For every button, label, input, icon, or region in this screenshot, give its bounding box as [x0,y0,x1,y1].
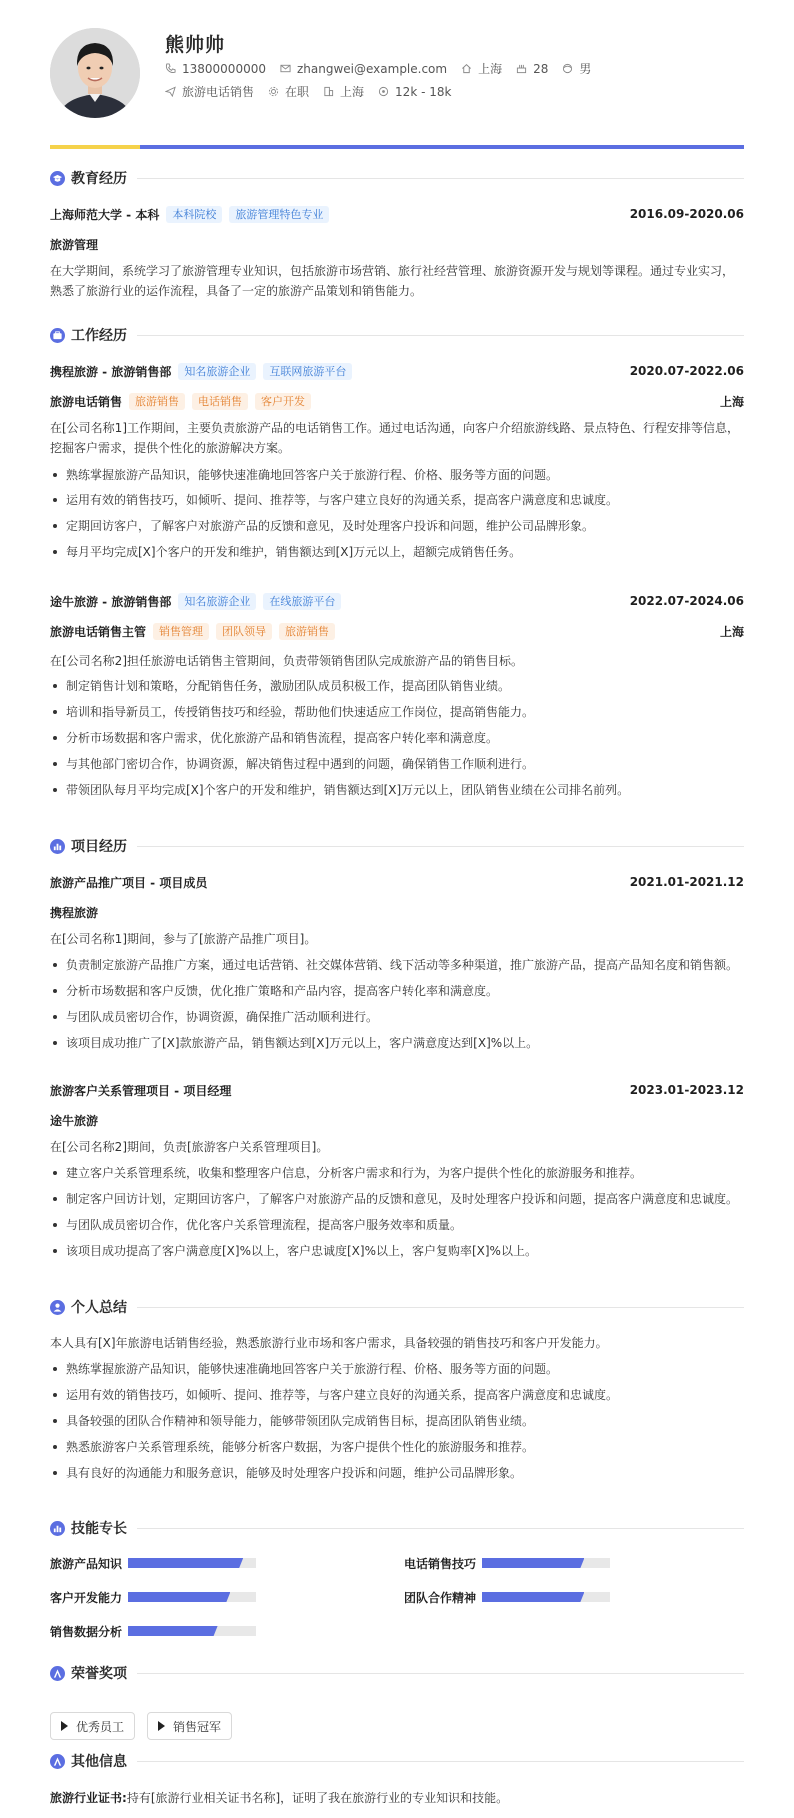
project-org-row [50,903,744,921]
company-tag: 互联网旅游平台 [263,363,352,380]
job-intent-row [165,83,465,100]
list-item: 具有良好的沟通能力和服务意识，能够及时处理客户投诉和问题，维护公司品牌形象。 [50,1464,744,1482]
work-header [50,592,744,610]
work-date: 2020.07-2022.06 [629,364,744,378]
skill-bar [128,1592,256,1602]
user-icon [52,1302,63,1313]
list-item: 该项目成功提高了客户满意度[X]%以上，客户忠诚度[X]%以上，客户复购率[X]%以上。 [50,1242,744,1260]
list-item: 分析市场数据和客户反馈，优化推广策略和产品内容，提高客户转化率和满意度。 [50,982,744,1000]
skill-level-fill [128,1558,243,1568]
section-projects [50,835,744,857]
role-tag: 旅游销售 [279,623,335,640]
section-title: 项目经历 [71,839,127,855]
skill-name: 团队合作精神 [404,1590,477,1605]
contact-row [165,60,605,77]
other-label: 旅游行业证书: [50,1791,127,1805]
project-date: 2021.01-2021.12 [629,875,744,889]
gender-icon [562,63,573,74]
education-header [50,205,744,223]
list-item: 运用有效的销售技巧，如倾听、提问、推荐等，与客户建立良好的沟通关系，提高客户满意度和忠诚度。 [50,491,744,509]
skill-level-fill [482,1558,584,1568]
city-text: 上海 [478,62,503,76]
company-tag: 知名旅游企业 [178,363,256,380]
project-description: 在[公司名称1]期间，参与了[旅游产品推广项目]。 [50,932,317,946]
avatar [50,28,140,118]
company-tag: 知名旅游企业 [178,593,256,610]
salary-text: 12k - 18k [395,84,452,99]
project-date: 2023.01-2023.12 [629,1083,744,1097]
skill-name: 旅游产品知识 [50,1556,123,1571]
list-item: 与其他部门密切合作，协调资源，解决销售过程中遇到的问题，确保销售工作顺利进行。 [50,755,744,773]
major-row [50,235,744,253]
list-item: 带领团队每月平均完成[X]个客户的开发和维护，销售额达到[X]万元以上，团队销售业绩在公司排名前列。 [50,781,744,799]
work-description: 在[公司名称1]工作期间，主要负责旅游产品的电话销售工作。通过电话沟通，向客户介绍旅游线路、景点特色、行程安排等信息，挖掘客户需求，提供个性化的旅游解决方案。 [50,421,740,455]
list-item: 制定销售计划和策略，分配销售任务，激励团队成员积极工作，提高团队销售业绩。 [50,677,744,695]
skill-item [50,1588,256,1606]
section-other [50,1750,744,1772]
list-item: 建立客户关系管理系统，收集和整理客户信息，分析客户需求和行为，为客户提供个性化的旅游服务和推荐。 [50,1164,744,1182]
project-header [50,873,744,891]
phone-icon [165,63,176,74]
major-name: 旅游管理 [50,237,99,252]
project-name: 旅游客户关系管理项目 - 项目经理 [50,1083,232,1098]
award-name: 优秀员工 [76,1719,125,1734]
list-item: 熟练掌握旅游产品知识，能够快速准确地回答客户关于旅游行程、价格、服务等方面的问题。 [50,466,744,484]
skill-item [404,1554,610,1572]
work-location: 上海 [719,624,744,639]
gear-icon [268,86,279,97]
graduation-cap-icon [52,173,63,184]
section-skills [50,1517,744,1539]
company-name: 途牛旅游 - 旅游销售部 [50,594,172,609]
skill-item [50,1554,256,1572]
company-name: 携程旅游 - 旅游销售部 [50,364,172,379]
play-icon [158,1721,165,1731]
company-tag: 在线旅游平台 [263,593,341,610]
section-summary [50,1296,744,1318]
list-item: 制定客户回访计划，定期回访客户，了解客户对旅游产品的反馈和意见，及时处理客户投诉和问题，提高客户满意度和忠诚度。 [50,1190,744,1208]
salary-icon [378,86,389,97]
list-item: 每月平均完成[X]个客户的开发和维护，销售额达到[X]万元以上，超额完成销售任务。 [50,543,744,561]
project-org: 途牛旅游 [50,1113,99,1128]
skill-level-fill [128,1626,218,1636]
section-title: 技能专长 [71,1521,127,1537]
skill-name: 销售数据分析 [50,1624,123,1639]
phone-text: 13800000000 [182,61,266,76]
play-icon [61,1721,68,1731]
chart-icon [52,841,63,852]
skill-level-fill [128,1592,230,1602]
project-org: 携程旅游 [50,905,99,920]
age-text: 28 [533,61,549,76]
section-awards [50,1662,744,1684]
section-title: 其他信息 [71,1754,127,1770]
list-item: 与团队成员密切合作，协调资源，确保推广活动顺利进行。 [50,1008,744,1026]
project-name: 旅游产品推广项目 - 项目成员 [50,875,208,890]
section-title: 荣誉奖项 [71,1666,127,1682]
project-header [50,1081,744,1099]
bar-chart-icon [52,1523,63,1534]
target-city-text: 上海 [340,85,365,99]
award-icon [52,1668,63,1679]
skill-item [50,1622,256,1640]
cake-icon [516,63,527,74]
briefcase-icon [52,330,63,341]
status-text: 在职 [285,85,310,99]
list-item: 该项目成功推广了[X]款旅游产品，销售额达到[X]万元以上，客户满意度达到[X]%以上。 [50,1034,744,1052]
project-description: 在[公司名称2]期间，负责[旅游客户关系管理项目]。 [50,1140,329,1154]
list-item: 培训和指导新员工，传授销售技巧和经验，帮助他们快速适应工作岗位，提高销售能力。 [50,703,744,721]
skill-bar [482,1558,610,1568]
section-education [50,167,744,189]
section-title: 教育经历 [71,171,127,187]
target-job-text: 旅游电话销售 [182,85,255,99]
info-icon [52,1756,63,1767]
skill-bar [128,1626,256,1636]
school-name: 上海师范大学 - 本科 [50,207,160,222]
role-row [50,622,744,640]
work-location: 上海 [719,394,744,409]
list-item: 定期回访客户，了解客户对旅游产品的反馈和意见，及时处理客户投诉和问题，维护公司品牌形象。 [50,517,744,535]
work-description: 在[公司名称2]担任旅游电话销售主管期间，负责带领销售团队完成旅游产品的销售目标。 [50,654,524,668]
send-icon [165,86,176,97]
award-badge [147,1712,232,1740]
resume-header [50,28,744,126]
award-name: 销售冠军 [173,1719,222,1734]
skill-item [404,1588,610,1606]
list-item: 运用有效的销售技巧，如倾听、提问、推荐等，与客户建立良好的沟通关系，提高客户满意度和忠诚度。 [50,1386,744,1404]
list-item: 具备较强的团队合作精神和领导能力，能够带领团队完成销售目标，提高团队销售业绩。 [50,1412,744,1430]
skill-bar [128,1558,256,1568]
role-row [50,392,744,410]
skill-name: 电话销售技巧 [404,1556,477,1571]
list-item: 熟悉旅游客户关系管理系统，能够分析客户数据，为客户提供个性化的旅游服务和推荐。 [50,1438,744,1456]
list-item: 负责制定旅游产品推广方案，通过电话营销、社交媒体营销、线下活动等多种渠道，推广旅游产品，提高产品知名度和销售额。 [50,956,744,974]
role-name: 旅游电话销售 [50,394,123,409]
project-org-row [50,1111,744,1129]
list-item: 熟练掌握旅游产品知识，能够快速准确地回答客户关于旅游行程、价格、服务等方面的问题。 [50,1360,744,1378]
education-date: 2016.09-2020.06 [629,207,744,221]
role-tag: 销售管理 [153,623,209,640]
list-item: 分析市场数据和客户需求，优化旅游产品和销售流程，提高客户转化率和满意度。 [50,729,744,747]
email-text: zhangwei@example.com [296,61,448,76]
summary-intro: 本人具有[X]年旅游电话销售经验，熟悉旅游行业市场和客户需求，具备较强的销售技巧和客户开发能力。 [50,1336,608,1350]
school-tag: 旅游管理特色专业 [229,206,329,223]
role-tag: 团队领导 [216,623,272,640]
work-header [50,362,744,380]
education-description: 在大学期间，系统学习了旅游管理专业知识，包括旅游市场营销、旅行社经营管理、旅游资源开发与规划等课程。通过专业实习，熟悉了旅游行业的运作流程，具备了一定的旅游产品策划和销售能力。 [50,264,735,298]
section-title: 工作经历 [71,328,127,344]
skill-name: 客户开发能力 [50,1590,123,1605]
other-info [50,1788,744,1808]
role-tag: 旅游销售 [129,393,185,410]
home-icon [461,63,472,74]
gender-text: 男 [579,62,592,76]
award-badge [50,1712,135,1740]
list-item: 与团队成员密切合作，优化客户关系管理流程，提高客户服务效率和质量。 [50,1216,744,1234]
other-text: 持有[旅游行业相关证书名称]，证明了我在旅游行业的专业知识和技能。 [126,1791,509,1805]
skill-level-fill [482,1592,584,1602]
header-divider [50,145,744,149]
role-tag: 客户开发 [255,393,311,410]
role-tag: 电话销售 [192,393,248,410]
section-title: 个人总结 [71,1300,127,1316]
skill-bar [482,1592,610,1602]
candidate-name: 熊帅帅 [165,34,226,56]
role-name: 旅游电话销售主管 [50,624,147,639]
resume-page [50,0,744,1818]
school-tag: 本科院校 [166,206,222,223]
work-date: 2022.07-2024.06 [629,594,744,608]
email-icon [280,63,291,74]
section-work [50,324,744,346]
building-icon [323,86,334,97]
